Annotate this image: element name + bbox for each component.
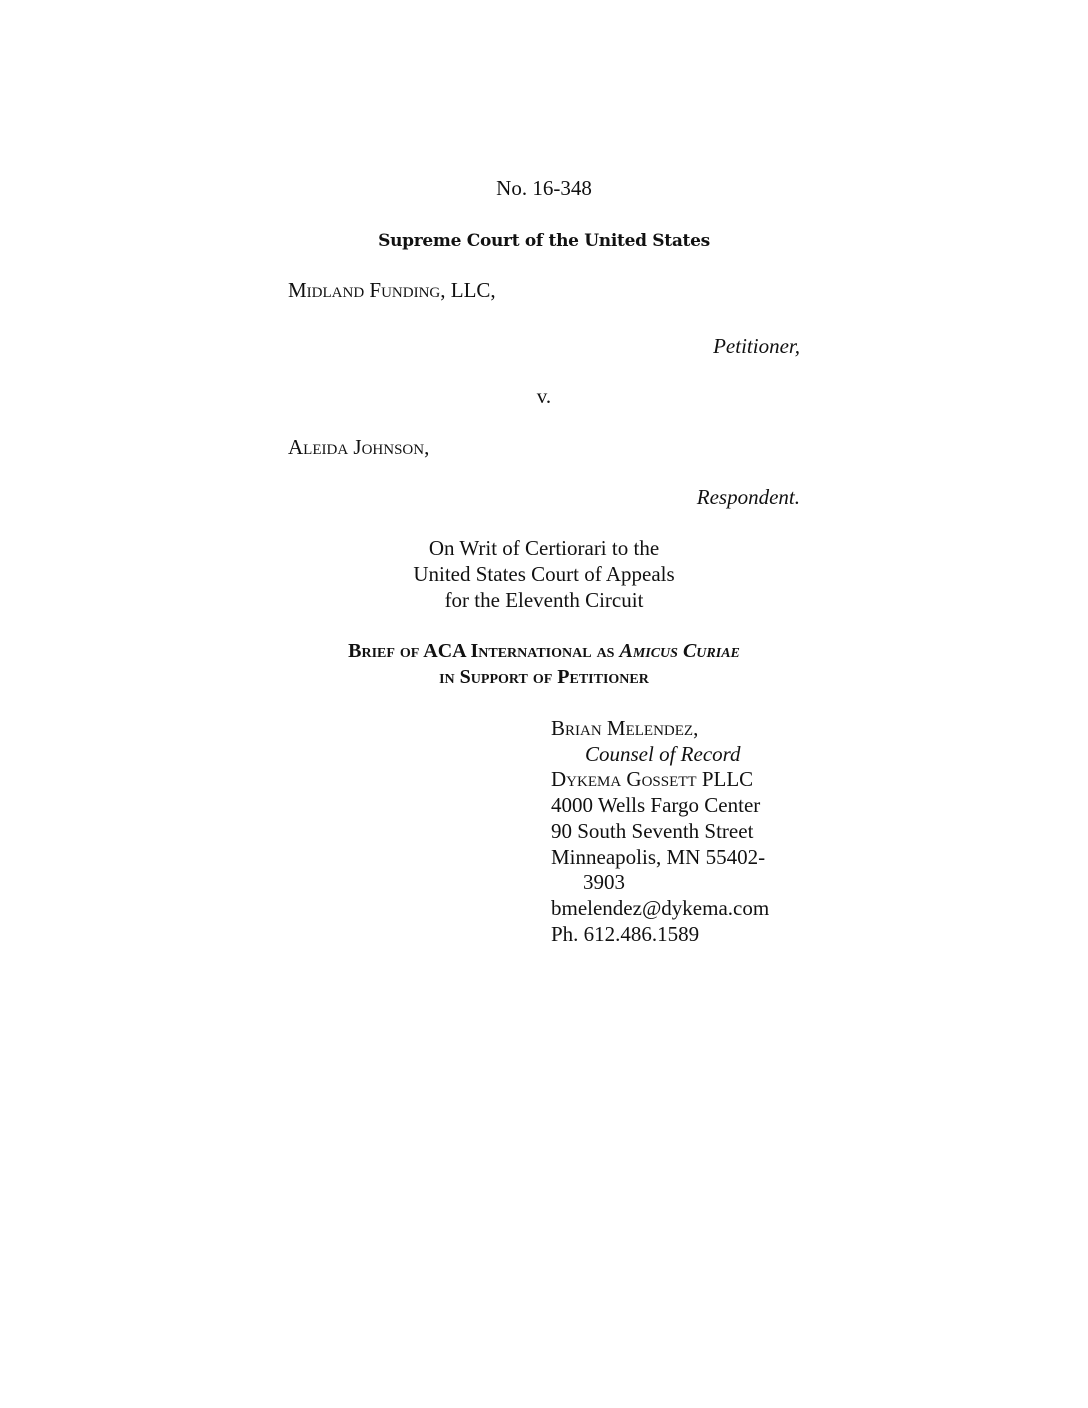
counsel-address: 90 South Seventh Street — [551, 819, 754, 843]
versus: v. — [536, 384, 552, 408]
brief-title-line1 — [0, 639, 1088, 663]
writ-line: United States Court of Appeals — [413, 562, 675, 586]
counsel-name: Brian Melendez, — [551, 716, 699, 740]
counsel-city: Minneapolis, MN 55402- — [551, 845, 766, 869]
petitioner-name: Midland Funding, LLC, — [288, 278, 496, 302]
brief-title-amicus: Amicus Curiae — [619, 640, 740, 662]
docket-number: No. 16-348 — [496, 176, 592, 200]
respondent-name: Aleida Johnson, — [288, 435, 430, 459]
counsel-firm: Dykema Gossett PLLC — [551, 767, 754, 791]
counsel-address: 4000 Wells Fargo Center — [551, 793, 761, 817]
brief-title-line2: in Support of Petitioner — [439, 666, 649, 688]
writ-line: for the Eleventh Circuit — [444, 588, 644, 612]
counsel-email: bmelendez@dykema.com — [551, 896, 770, 920]
respondent-role: Respondent. — [696, 485, 800, 509]
court-name: Supreme Court of the United States — [378, 231, 710, 251]
counsel-zip: 3903 — [583, 870, 625, 894]
petitioner-role: Petitioner, — [713, 334, 800, 358]
counsel-phone: Ph. 612.486.1589 — [551, 922, 700, 946]
counsel-role: Counsel of Record — [585, 742, 741, 766]
brief-title-prefix: Brief of ACA International as — [348, 640, 620, 662]
writ-line: On Writ of Certiorari to the — [428, 536, 660, 560]
